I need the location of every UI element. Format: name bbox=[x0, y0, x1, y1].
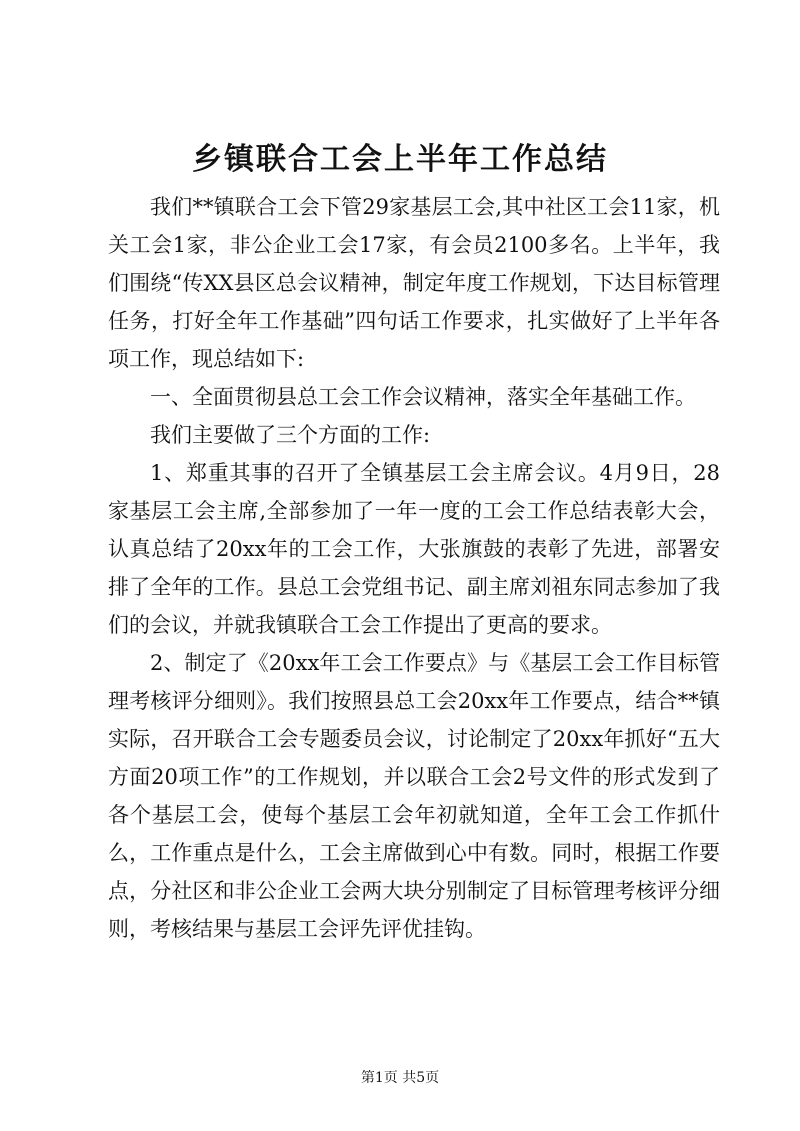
paragraph-item-2: 2、制定了《20xx年工会工作要点》与《基层工会工作目标管理考核评分细则》。我们按照县总工会20xx年工作要点，结合**镇实际，召开联合工会专题委员会议，讨论制定了20xx年抓好“五大方面20项工作”的工作规划，并以联合工会2号文件的形式发到了各个基层工会，使每个基层工会年初就知道，全年工会工作抓什么，工作重点是什么，工会主席做到心中有数。同时，根据工作要点，分社区和非公企业工会两大块分别制定了目标管理考核评分细则，考核结果与基层工会评先评优挂钩。 bbox=[108, 651, 720, 941]
paragraph-three-aspects: 我们主要做了三个方面的工作: bbox=[150, 423, 431, 447]
page-footer: 第1页 共5页 bbox=[360, 1070, 440, 1086]
paragraph-intro: 我们**镇联合工会下管29家基层工会,其中社区工会11家，机关工会1家，非公企业工会17家，有会员2100多名。上半年，我们围绕“传XX县区总会议精神，制定年度工作规划，下达目标管理任务，打好全年工作基础”四句话工作要求，扎实做好了上半年各项工作，现总结如下: bbox=[108, 195, 720, 371]
paragraph-section-heading: 一、全面贯彻县总工会工作会议精神，落实全年基础工作。 bbox=[150, 385, 696, 409]
paragraph-item-1: 1、郑重其事的召开了全镇基层工会主席会议。4月9日，28家基层工会主席,全部参加了一年一度的工会工作总结表彰大会，认真总结了20xx年的工会工作，大张旗鼓的表彰了先进，部署安排了全年的工作。县总工会党组书记、副主席刘祖东同志参加了我们的会议，并就我镇联合工会工作提出了更高的要求。 bbox=[108, 461, 720, 637]
document-title: 乡镇联合工会上半年工作总结 bbox=[192, 142, 608, 177]
document-body bbox=[108, 188, 720, 948]
